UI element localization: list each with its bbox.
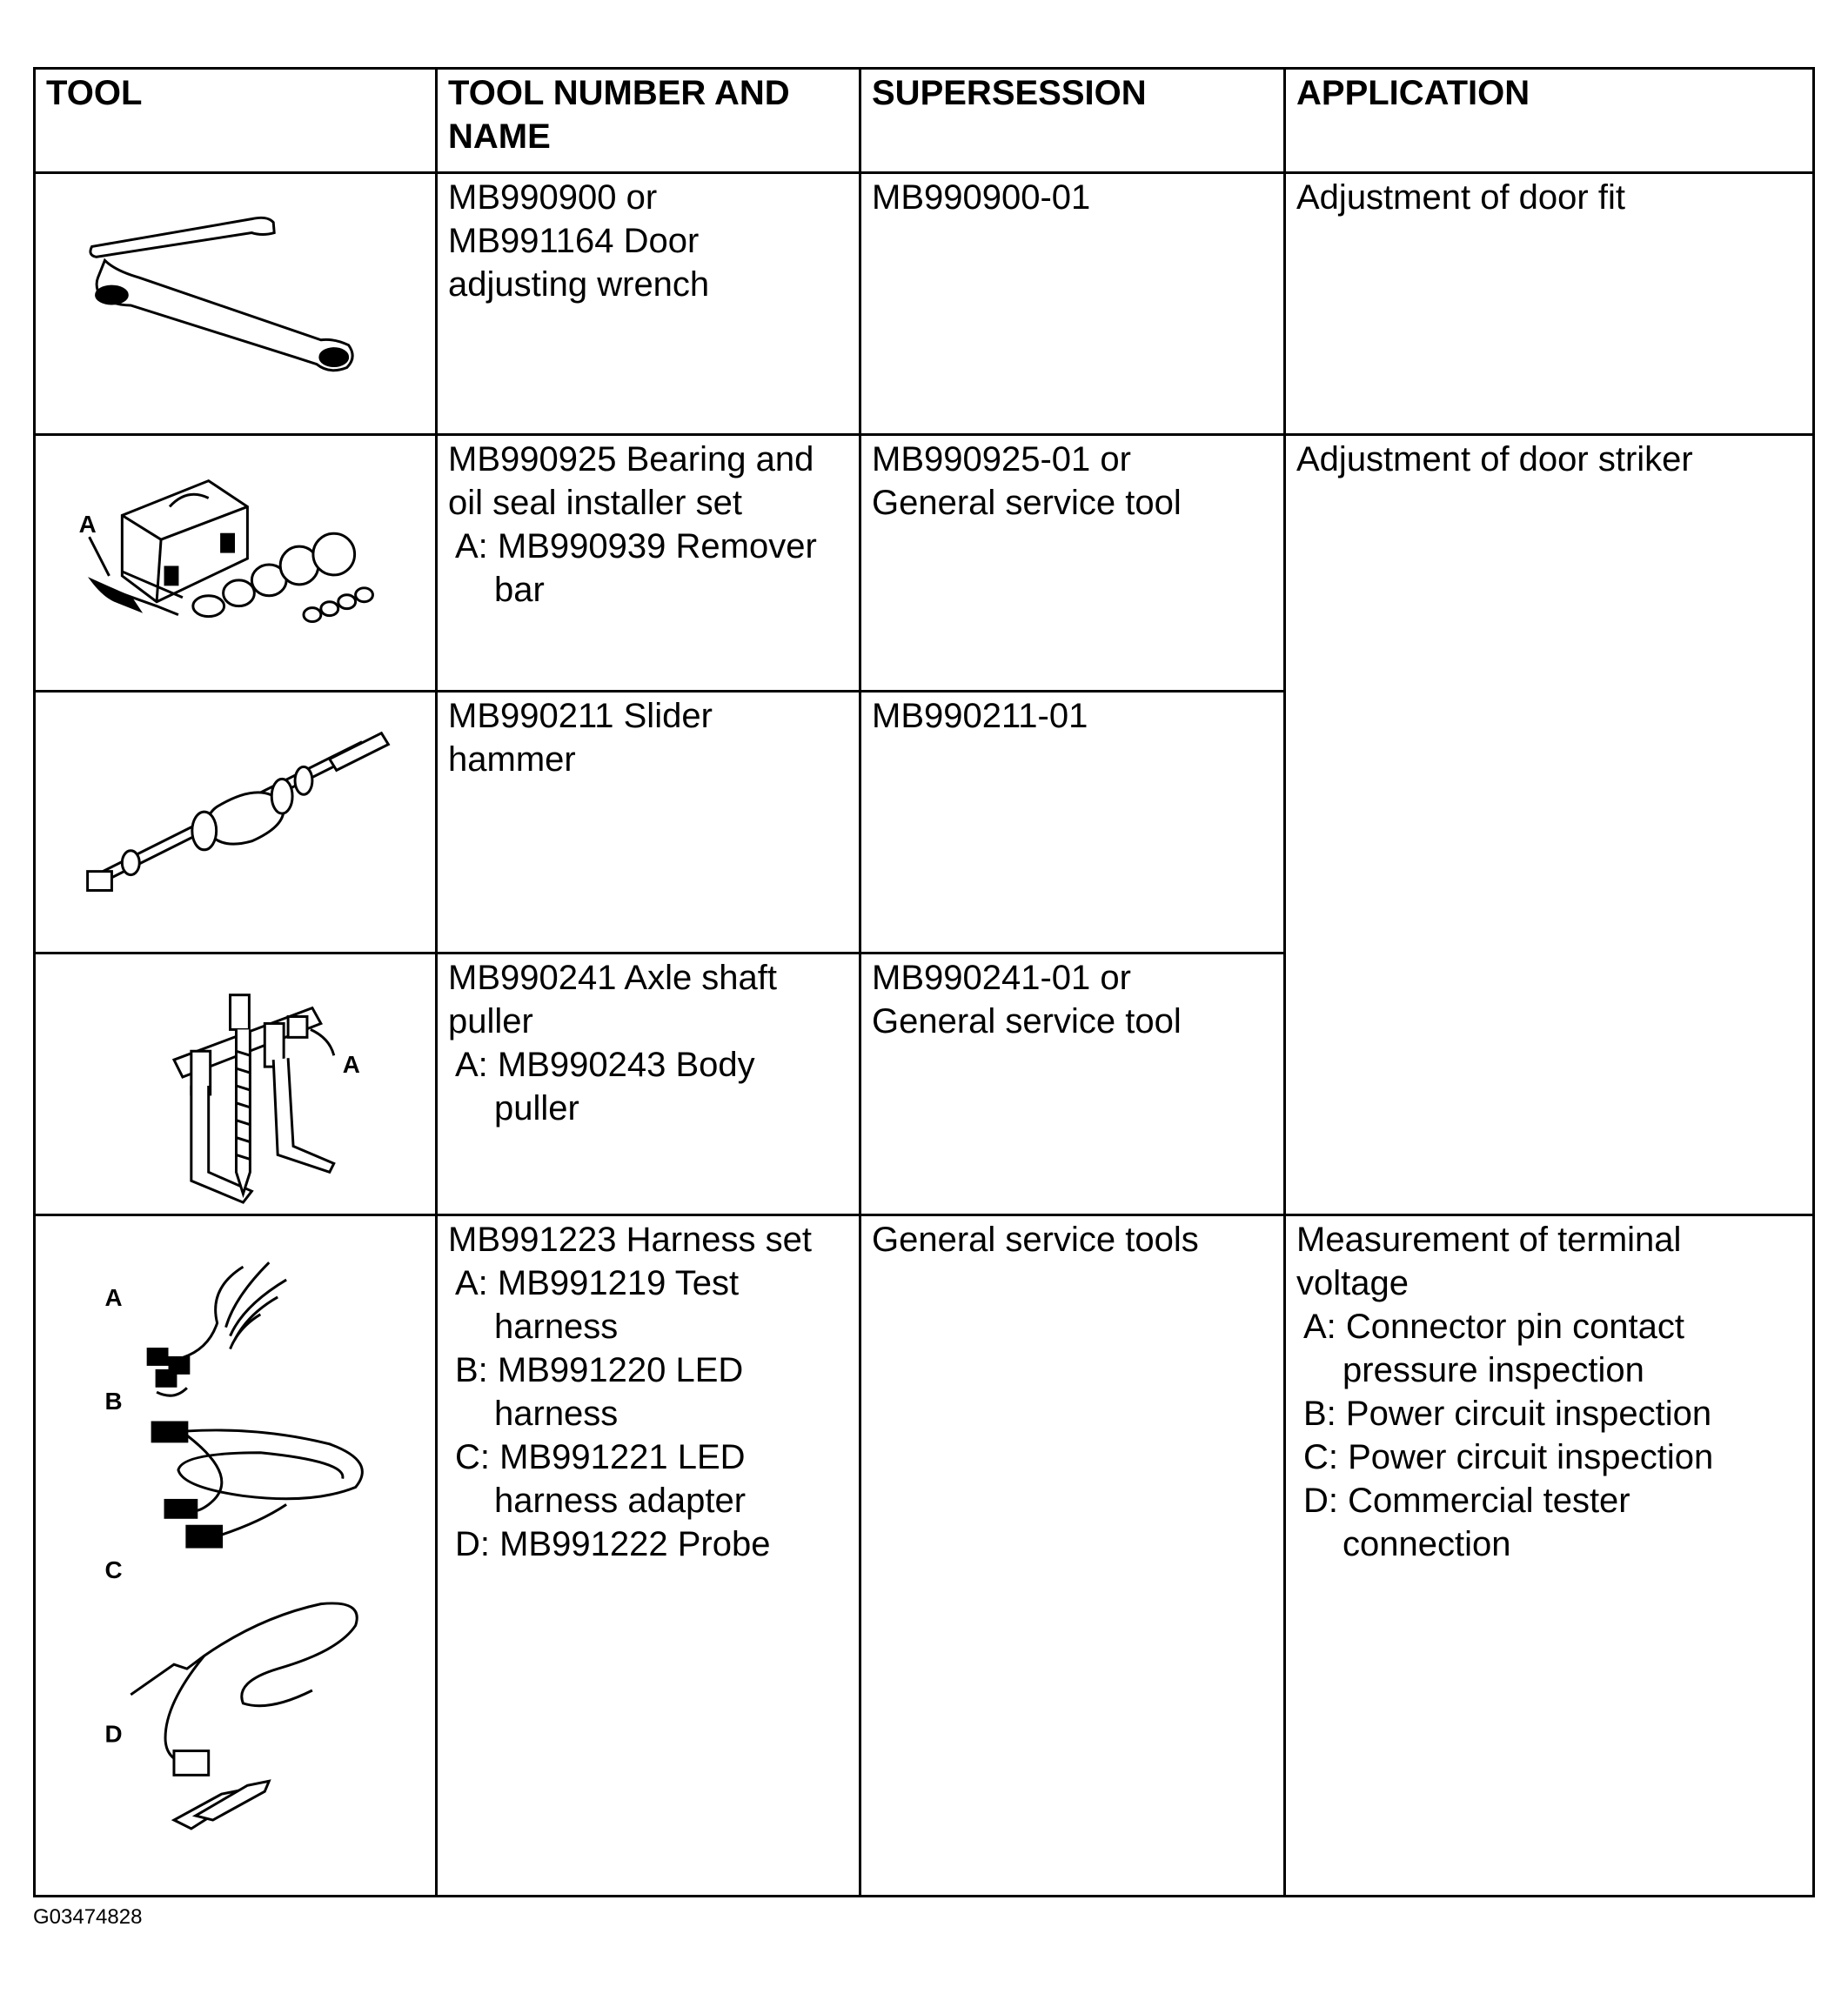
icon-label-c: C	[104, 1556, 123, 1583]
figure-id-caption: G03474828	[33, 1905, 143, 1929]
supersession-cell: MB990211-01	[860, 692, 1285, 954]
icon-label-a: A	[78, 511, 97, 539]
header-row	[35, 69, 1814, 173]
tool-number-cell: MB991223 Harness set A: MB991219 Test harness B: MB991220 LED harness C: MB991221 LED harness adapter D: MB991222 Probe	[437, 1215, 860, 1897]
application-cell: Adjustment of door fit	[1285, 173, 1814, 435]
icon-label-d: D	[104, 1720, 123, 1748]
harness-set-icon	[35, 1215, 437, 1897]
header-supersession: SUPERSESSION	[860, 69, 1285, 173]
door-adjusting-wrench-icon	[35, 173, 437, 435]
icon-label-b: B	[104, 1388, 123, 1415]
icon-label-a: A	[342, 1051, 360, 1079]
table-row	[35, 1215, 1814, 1897]
tool-number-cell: MB990900 or MB991164 Door adjusting wrench	[437, 173, 860, 435]
table-row	[35, 173, 1814, 435]
special-tools-table	[33, 67, 1815, 1897]
tool-number-cell: MB990925 Bearing and oil seal installer set A: MB990939 Remover bar	[437, 435, 860, 692]
axle-shaft-puller-icon	[35, 954, 437, 1215]
bearing-installer-set-icon	[35, 435, 437, 692]
header-tool-number: TOOL NUMBER AND NAME	[437, 69, 860, 173]
tool-number-cell: MB990211 Slider hammer	[437, 692, 860, 954]
supersession-cell: General service tools	[860, 1215, 1285, 1897]
table-row	[35, 435, 1814, 692]
tool-number-cell: MB990241 Axle shaft puller A: MB990243 Body puller	[437, 954, 860, 1215]
supersession-cell: MB990241-01 or General service tool	[860, 954, 1285, 1215]
application-cell: Adjustment of door striker	[1285, 435, 1814, 1215]
header-tool: TOOL	[35, 69, 437, 173]
supersession-cell: MB990925-01 or General service tool	[860, 435, 1285, 692]
header-application: APPLICATION	[1285, 69, 1814, 173]
icon-label-a: A	[104, 1283, 123, 1311]
application-cell: Measurement of terminal voltage A: Connector pin contact pressure inspection B: Power circuit inspection C: Power circuit inspection D: Commercial tester connection	[1285, 1215, 1814, 1897]
slider-hammer-icon	[35, 692, 437, 954]
supersession-cell: MB990900-01	[860, 173, 1285, 435]
